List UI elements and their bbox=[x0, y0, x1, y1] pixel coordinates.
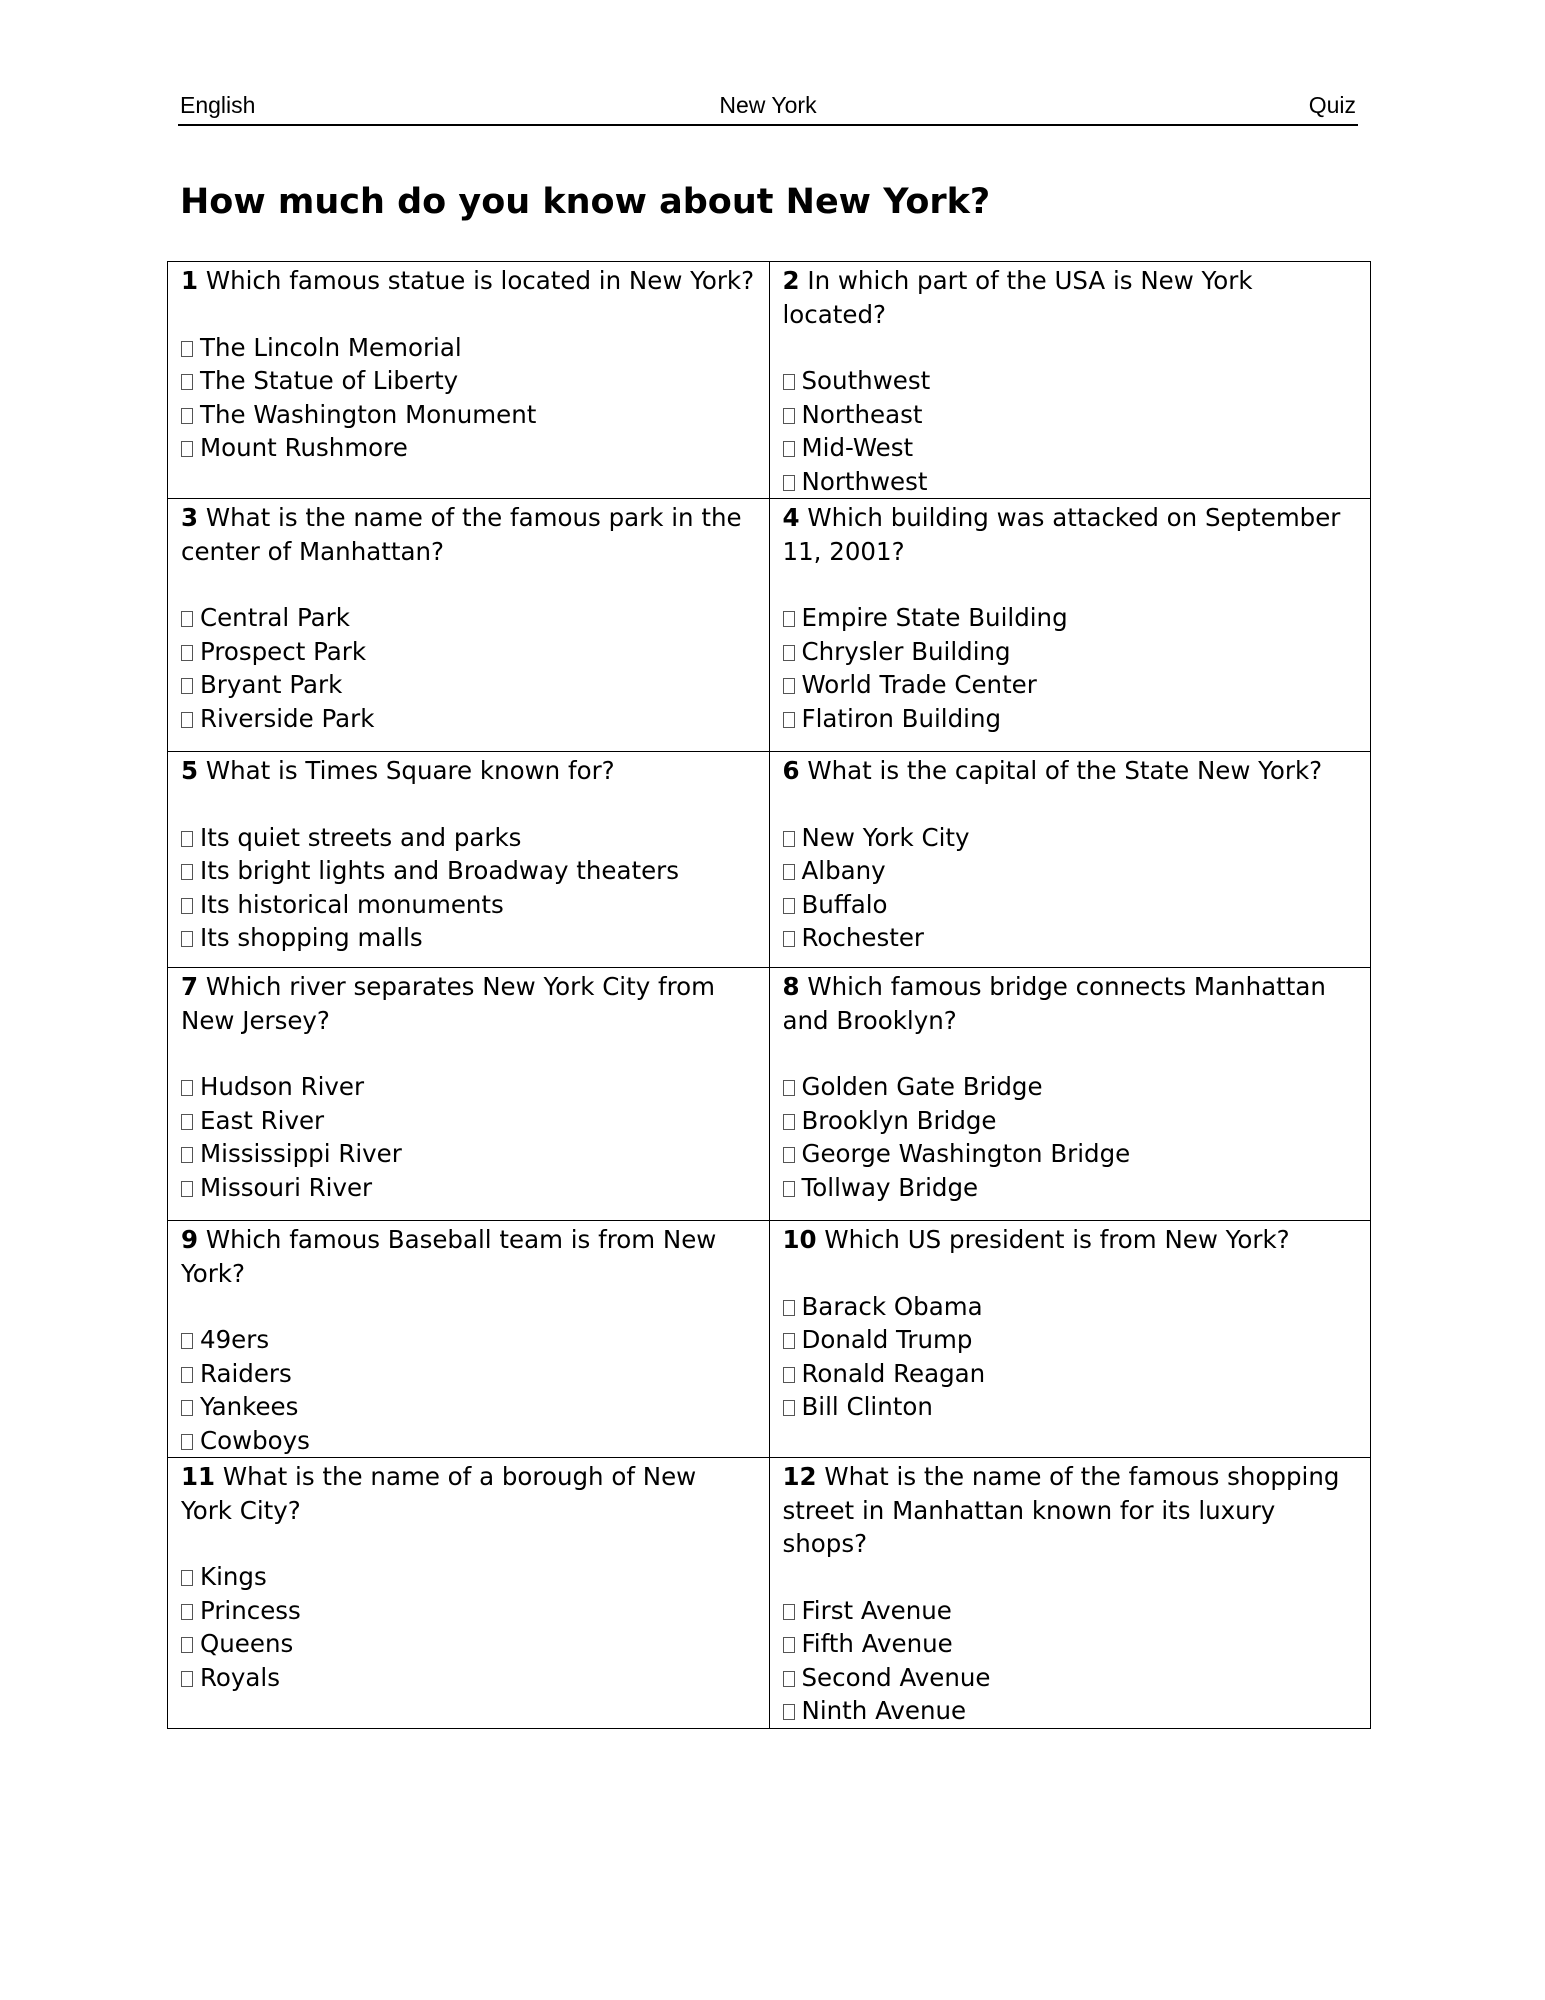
answer-option[interactable] bbox=[783, 1137, 1357, 1171]
answer-option[interactable] bbox=[783, 1290, 1357, 1324]
checkbox-icon[interactable] bbox=[181, 1671, 193, 1687]
answer-option[interactable] bbox=[181, 364, 755, 398]
answer-option[interactable] bbox=[181, 601, 755, 635]
answer-options bbox=[181, 601, 755, 735]
question-cell bbox=[769, 499, 1371, 752]
answer-label: Its shopping malls bbox=[200, 923, 423, 952]
answer-label: Its bright lights and Broadway theaters bbox=[200, 856, 679, 885]
page-title: How much do you know about New York? bbox=[180, 182, 991, 222]
question-prompt: What is the capital of the State New York? bbox=[799, 756, 1323, 785]
question-prompt: Which famous statue is located in New York? bbox=[198, 266, 755, 295]
answer-option[interactable] bbox=[783, 1694, 1357, 1728]
question-text bbox=[783, 1223, 1357, 1257]
answer-option[interactable] bbox=[783, 1661, 1357, 1695]
checkbox-icon[interactable] bbox=[181, 712, 193, 728]
answer-option[interactable] bbox=[181, 668, 755, 702]
answer-label: Riverside Park bbox=[200, 703, 375, 733]
checkbox-icon[interactable] bbox=[181, 1434, 193, 1450]
checkbox-icon[interactable] bbox=[783, 1333, 795, 1349]
answer-label: Raiders bbox=[200, 1358, 292, 1388]
answer-option[interactable] bbox=[783, 1627, 1357, 1661]
checkbox-icon[interactable] bbox=[783, 441, 795, 457]
answer-label: Kings bbox=[200, 1562, 267, 1591]
question-number: 5 bbox=[181, 756, 199, 785]
answer-label: New York City bbox=[801, 822, 970, 852]
answer-label: Its quiet streets and parks bbox=[200, 822, 522, 852]
question-text bbox=[783, 264, 1357, 331]
question-number: 10 bbox=[782, 1225, 817, 1254]
checkbox-icon[interactable] bbox=[783, 1604, 795, 1620]
checkbox-icon[interactable] bbox=[783, 374, 795, 390]
checkbox-icon[interactable] bbox=[783, 645, 795, 661]
question-number: 8 bbox=[782, 972, 800, 1001]
checkbox-icon[interactable] bbox=[783, 898, 795, 914]
answer-options bbox=[783, 601, 1357, 735]
answer-option[interactable] bbox=[181, 854, 755, 888]
question-cell bbox=[168, 1458, 770, 1729]
question-cell bbox=[769, 262, 1371, 499]
question-cell bbox=[168, 752, 770, 968]
question-number: 7 bbox=[181, 972, 199, 1001]
answer-option[interactable] bbox=[783, 1357, 1357, 1391]
answer-label: Its historical monuments bbox=[200, 889, 504, 919]
question-text bbox=[181, 264, 755, 298]
answer-options bbox=[783, 1070, 1357, 1204]
answer-option[interactable] bbox=[783, 1070, 1357, 1104]
question-cell bbox=[168, 499, 770, 752]
answer-option[interactable] bbox=[783, 364, 1357, 398]
answer-option[interactable] bbox=[783, 854, 1357, 888]
checkbox-icon[interactable] bbox=[783, 1400, 795, 1416]
question-cell bbox=[769, 968, 1371, 1221]
answer-label: Mid-West bbox=[801, 433, 914, 462]
question-text bbox=[783, 970, 1357, 1037]
checkbox-icon[interactable] bbox=[783, 1080, 795, 1096]
answer-option[interactable] bbox=[181, 1661, 755, 1695]
answer-label: Princess bbox=[200, 1595, 301, 1625]
answer-label: Fifth Avenue bbox=[801, 1629, 953, 1658]
quiz-row bbox=[168, 499, 1371, 752]
answer-label: Central Park bbox=[200, 603, 350, 632]
checkbox-icon[interactable] bbox=[181, 645, 193, 661]
checkbox-icon[interactable] bbox=[181, 1147, 193, 1163]
answer-option[interactable] bbox=[783, 1171, 1357, 1205]
answer-option[interactable] bbox=[783, 702, 1357, 736]
question-number: 2 bbox=[782, 266, 800, 295]
answer-label: Donald Trump bbox=[801, 1325, 973, 1354]
question-number: 12 bbox=[782, 1462, 817, 1491]
answer-label: Mississippi River bbox=[200, 1139, 402, 1168]
answer-label: Flatiron Building bbox=[801, 703, 1002, 733]
answer-label: Hudson River bbox=[200, 1072, 365, 1101]
question-cell bbox=[168, 1221, 770, 1458]
answer-label: The Lincoln Memorial bbox=[200, 332, 462, 362]
question-text bbox=[181, 970, 755, 1037]
page-header bbox=[178, 88, 1358, 126]
checkbox-icon[interactable] bbox=[783, 1181, 795, 1197]
answer-label: Mount Rushmore bbox=[200, 433, 408, 462]
checkbox-icon[interactable] bbox=[181, 1604, 193, 1620]
question-cell bbox=[168, 262, 770, 499]
question-cell bbox=[769, 1458, 1371, 1729]
question-text bbox=[181, 1223, 755, 1290]
checkbox-icon[interactable] bbox=[181, 678, 193, 694]
answer-label: Royals bbox=[200, 1662, 280, 1692]
answer-options bbox=[181, 1323, 755, 1457]
answer-option[interactable] bbox=[181, 921, 755, 955]
answer-label: Buffalo bbox=[801, 889, 888, 919]
checkbox-icon[interactable] bbox=[783, 712, 795, 728]
answer-option[interactable] bbox=[181, 431, 755, 465]
answer-options bbox=[181, 1070, 755, 1204]
answer-label: 49ers bbox=[200, 1325, 270, 1354]
answer-option[interactable] bbox=[181, 1594, 755, 1628]
checkbox-icon[interactable] bbox=[783, 678, 795, 694]
checkbox-icon[interactable] bbox=[181, 1114, 193, 1130]
checkbox-icon[interactable] bbox=[181, 611, 193, 627]
checkbox-icon[interactable] bbox=[181, 441, 193, 457]
answer-option[interactable] bbox=[181, 888, 755, 922]
quiz-row bbox=[168, 1221, 1371, 1458]
answer-label: Chrysler Building bbox=[801, 636, 1011, 666]
answer-options bbox=[783, 1290, 1357, 1424]
checkbox-icon[interactable] bbox=[783, 1704, 795, 1720]
answer-option[interactable] bbox=[783, 921, 1357, 955]
answer-label: Yankees bbox=[200, 1392, 299, 1421]
answer-option[interactable] bbox=[783, 465, 1357, 499]
answer-option[interactable] bbox=[181, 1357, 755, 1391]
checkbox-icon[interactable] bbox=[783, 1671, 795, 1687]
quiz-row bbox=[168, 262, 1371, 499]
answer-label: Southwest bbox=[801, 366, 931, 395]
question-text bbox=[181, 501, 755, 568]
answer-options bbox=[181, 331, 755, 465]
answer-label: Ninth Avenue bbox=[801, 1696, 967, 1725]
answer-option[interactable] bbox=[181, 398, 755, 432]
question-number: 6 bbox=[782, 756, 800, 785]
quiz-row bbox=[168, 752, 1371, 968]
question-prompt: Which famous Baseball team is from New York? bbox=[181, 1225, 717, 1288]
checkbox-icon[interactable] bbox=[181, 831, 193, 847]
answer-label: Queens bbox=[200, 1629, 294, 1658]
question-prompt: In which part of the USA is New York located? bbox=[782, 266, 1253, 329]
answer-option[interactable] bbox=[783, 1390, 1357, 1424]
checkbox-icon[interactable] bbox=[181, 1181, 193, 1197]
answer-option[interactable] bbox=[181, 1104, 755, 1138]
answer-label: Golden Gate Bridge bbox=[801, 1072, 1043, 1101]
answer-option[interactable] bbox=[783, 601, 1357, 635]
question-cell bbox=[168, 968, 770, 1221]
answer-label: Albany bbox=[801, 856, 886, 885]
answer-option[interactable] bbox=[783, 888, 1357, 922]
header-type: Quiz bbox=[1308, 92, 1356, 118]
answer-option[interactable] bbox=[181, 1560, 755, 1594]
header-topic: New York bbox=[719, 92, 817, 118]
answer-label: Second Avenue bbox=[801, 1662, 991, 1692]
question-prompt: Which famous bridge connects Manhattan and Brooklyn? bbox=[782, 972, 1326, 1035]
quiz-row bbox=[168, 1458, 1371, 1729]
answer-label: Northeast bbox=[801, 399, 923, 429]
checkbox-icon[interactable] bbox=[181, 931, 193, 947]
answer-label: Prospect Park bbox=[200, 636, 367, 666]
question-text bbox=[181, 1460, 755, 1527]
question-cell bbox=[769, 752, 1371, 968]
answer-label: George Washington Bridge bbox=[801, 1139, 1131, 1168]
question-text bbox=[783, 501, 1357, 568]
checkbox-icon[interactable] bbox=[783, 1300, 795, 1316]
question-prompt: What is the name of a borough of New York City? bbox=[181, 1462, 697, 1525]
answer-label: Rochester bbox=[801, 923, 924, 952]
question-prompt: What is the name of the famous shopping street in Manhattan known for its luxury shops? bbox=[782, 1462, 1340, 1558]
checkbox-icon[interactable] bbox=[783, 1367, 795, 1383]
header-subject: English bbox=[180, 92, 256, 118]
answer-options bbox=[783, 821, 1357, 955]
answer-options bbox=[783, 1594, 1357, 1728]
checkbox-icon[interactable] bbox=[783, 475, 795, 491]
answer-option[interactable] bbox=[783, 431, 1357, 465]
answer-option[interactable] bbox=[181, 1424, 755, 1458]
answer-option[interactable] bbox=[181, 635, 755, 669]
answer-label: The Statue of Liberty bbox=[200, 366, 459, 395]
answer-option[interactable] bbox=[181, 821, 755, 855]
answer-label: First Avenue bbox=[801, 1595, 952, 1625]
checkbox-icon[interactable] bbox=[783, 831, 795, 847]
checkbox-icon[interactable] bbox=[181, 898, 193, 914]
answer-options bbox=[783, 364, 1357, 498]
answer-label: Empire State Building bbox=[801, 603, 1068, 632]
answer-label: Brooklyn Bridge bbox=[801, 1105, 997, 1135]
answer-option[interactable] bbox=[181, 1390, 755, 1424]
question-text bbox=[783, 1460, 1357, 1561]
checkbox-icon[interactable] bbox=[783, 1637, 795, 1653]
question-prompt: What is Times Square known for? bbox=[198, 756, 615, 785]
checkbox-icon[interactable] bbox=[783, 408, 795, 424]
answer-option[interactable] bbox=[783, 635, 1357, 669]
question-prompt: Which river separates New York City from New Jersey? bbox=[181, 972, 716, 1035]
question-prompt: Which building was attacked on September 11, 2001? bbox=[782, 503, 1341, 566]
answer-label: Tollway Bridge bbox=[801, 1172, 979, 1202]
answer-label: Northwest bbox=[801, 466, 928, 496]
question-text bbox=[181, 754, 755, 788]
answer-option[interactable] bbox=[783, 1323, 1357, 1357]
question-prompt: Which US president is from New York? bbox=[816, 1225, 1290, 1254]
answer-option[interactable] bbox=[181, 1323, 755, 1357]
checkbox-icon[interactable] bbox=[181, 1080, 193, 1096]
answer-label: Bill Clinton bbox=[801, 1392, 933, 1421]
checkbox-icon[interactable] bbox=[783, 931, 795, 947]
question-text bbox=[783, 754, 1357, 788]
checkbox-icon[interactable] bbox=[783, 1147, 795, 1163]
answer-label: World Trade Center bbox=[801, 670, 1037, 699]
question-number: 4 bbox=[782, 503, 800, 532]
checkbox-icon[interactable] bbox=[783, 611, 795, 627]
checkbox-icon[interactable] bbox=[181, 1400, 193, 1416]
answer-option[interactable] bbox=[181, 331, 755, 365]
answer-label: Ronald Reagan bbox=[801, 1358, 986, 1388]
checkbox-icon[interactable] bbox=[181, 1570, 193, 1586]
answer-label: Barack Obama bbox=[801, 1291, 983, 1321]
answer-label: Missouri River bbox=[200, 1172, 373, 1202]
checkbox-icon[interactable] bbox=[181, 1367, 193, 1383]
answer-option[interactable] bbox=[783, 398, 1357, 432]
answer-options bbox=[181, 821, 755, 955]
checkbox-icon[interactable] bbox=[181, 341, 193, 357]
answer-option[interactable] bbox=[181, 702, 755, 736]
answer-option[interactable] bbox=[783, 668, 1357, 702]
question-cell bbox=[769, 1221, 1371, 1458]
question-number: 9 bbox=[181, 1225, 199, 1254]
answer-label: East River bbox=[200, 1105, 325, 1135]
checkbox-icon[interactable] bbox=[181, 408, 193, 424]
question-number: 1 bbox=[181, 266, 199, 295]
answer-option[interactable] bbox=[783, 1104, 1357, 1138]
checkbox-icon[interactable] bbox=[783, 864, 795, 880]
answer-options bbox=[181, 1560, 755, 1694]
quiz-table bbox=[167, 261, 1371, 1729]
answer-option[interactable] bbox=[783, 821, 1357, 855]
answer-option[interactable] bbox=[181, 1137, 755, 1171]
question-prompt: What is the name of the famous park in the center of Manhattan? bbox=[181, 503, 742, 566]
checkbox-icon[interactable] bbox=[181, 1333, 193, 1349]
checkbox-icon[interactable] bbox=[783, 1114, 795, 1130]
answer-option[interactable] bbox=[181, 1171, 755, 1205]
checkbox-icon[interactable] bbox=[181, 374, 193, 390]
answer-option[interactable] bbox=[181, 1070, 755, 1104]
question-number: 3 bbox=[181, 503, 199, 532]
answer-label: Cowboys bbox=[200, 1425, 310, 1455]
answer-label: The Washington Monument bbox=[200, 399, 537, 429]
checkbox-icon[interactable] bbox=[181, 1637, 193, 1653]
answer-option[interactable] bbox=[181, 1627, 755, 1661]
checkbox-icon[interactable] bbox=[181, 864, 193, 880]
question-number: 11 bbox=[181, 1462, 216, 1491]
quiz-row bbox=[168, 968, 1371, 1221]
answer-label: Bryant Park bbox=[200, 670, 343, 699]
answer-option[interactable] bbox=[783, 1594, 1357, 1628]
